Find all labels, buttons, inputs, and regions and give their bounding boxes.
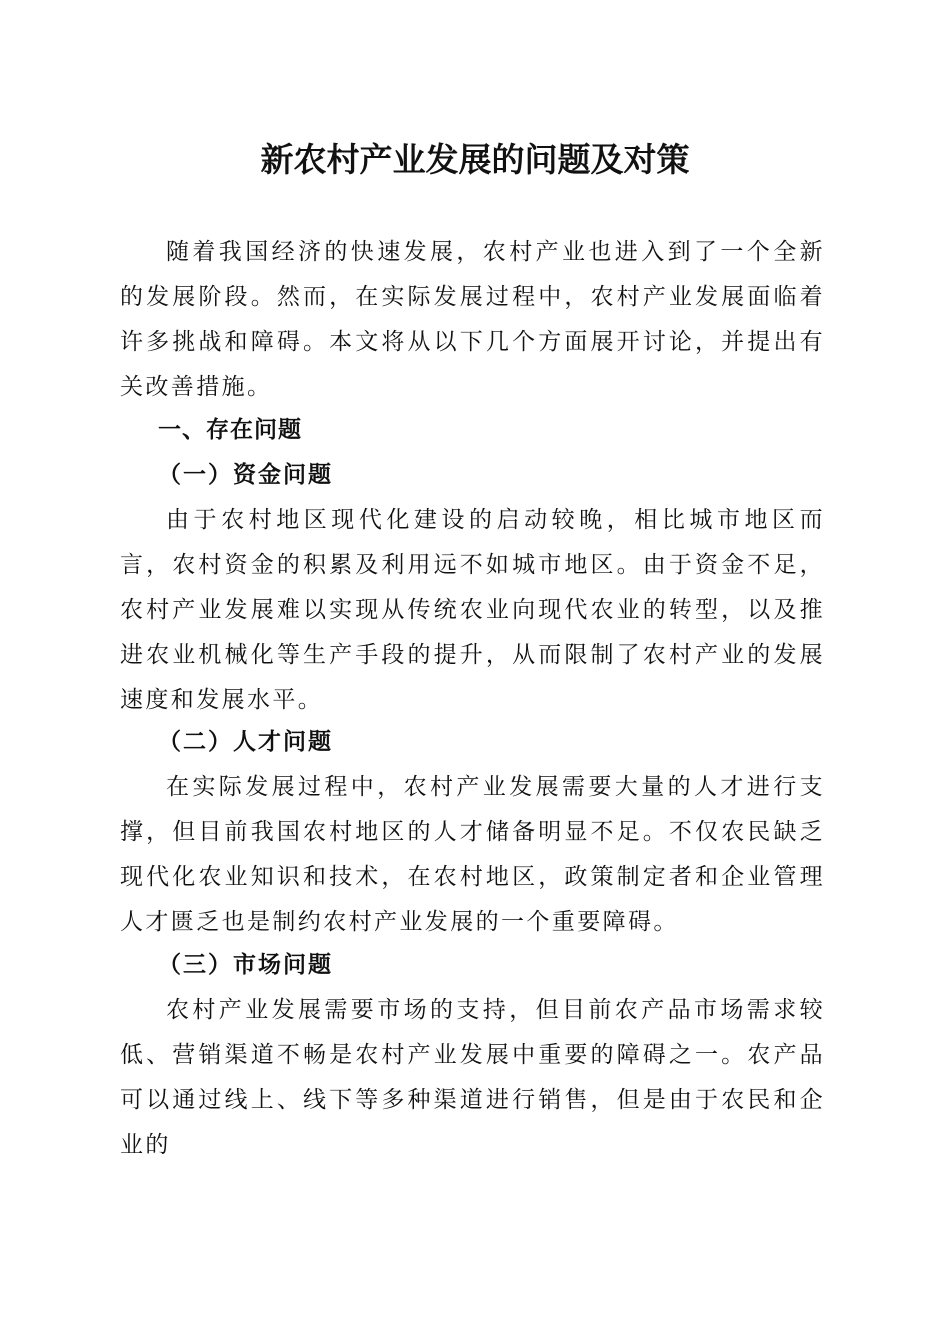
market-paragraph: 农村产业发展需要市场的支持，但目前农产品市场需求较低、营销渠道不畅是农村产业发展中重要的障碍之一。农产品可以通过线上、线下等多种渠道进行销售，但是由于农民和企业的 bbox=[120, 997, 825, 1158]
subheading-talent: （二）人才问题 bbox=[158, 729, 333, 755]
intro-paragraph: 随着我国经济的快速发展，农村产业也进入到了一个全新的发展阶段。然而，在实际发展过程中，农村产业发展面临着许多挑战和障碍。本文将从以下几个方面展开讨论，并提出有关改善措施。 bbox=[120, 239, 825, 400]
funding-paragraph: 由于农村地区现代化建设的启动较晚，相比城市地区而言，农村资金的积累及利用远不如城市地区。由于资金不足，农村产业发展难以实现从传统农业向现代农业的转型，以及推进农业机械化等生产手段的提升，从而限制了农村产业的发展速度和发展水平。 bbox=[120, 507, 825, 713]
subheading-market: （三）市场问题 bbox=[158, 952, 333, 978]
subheading-funding: （一）资金问题 bbox=[158, 462, 333, 488]
talent-paragraph: 在实际发展过程中，农村产业发展需要大量的人才进行支撑，但目前我国农村地区的人才储备明显不足。不仅农民缺乏现代化农业知识和技术，在农村地区，政策制定者和企业管理人才匮乏也是制约农村产业发展的一个重要障碍。 bbox=[120, 774, 825, 935]
document-title: 新农村产业发展的问题及对策 bbox=[260, 140, 690, 179]
section-heading-problems: 一、存在问题 bbox=[158, 417, 302, 443]
